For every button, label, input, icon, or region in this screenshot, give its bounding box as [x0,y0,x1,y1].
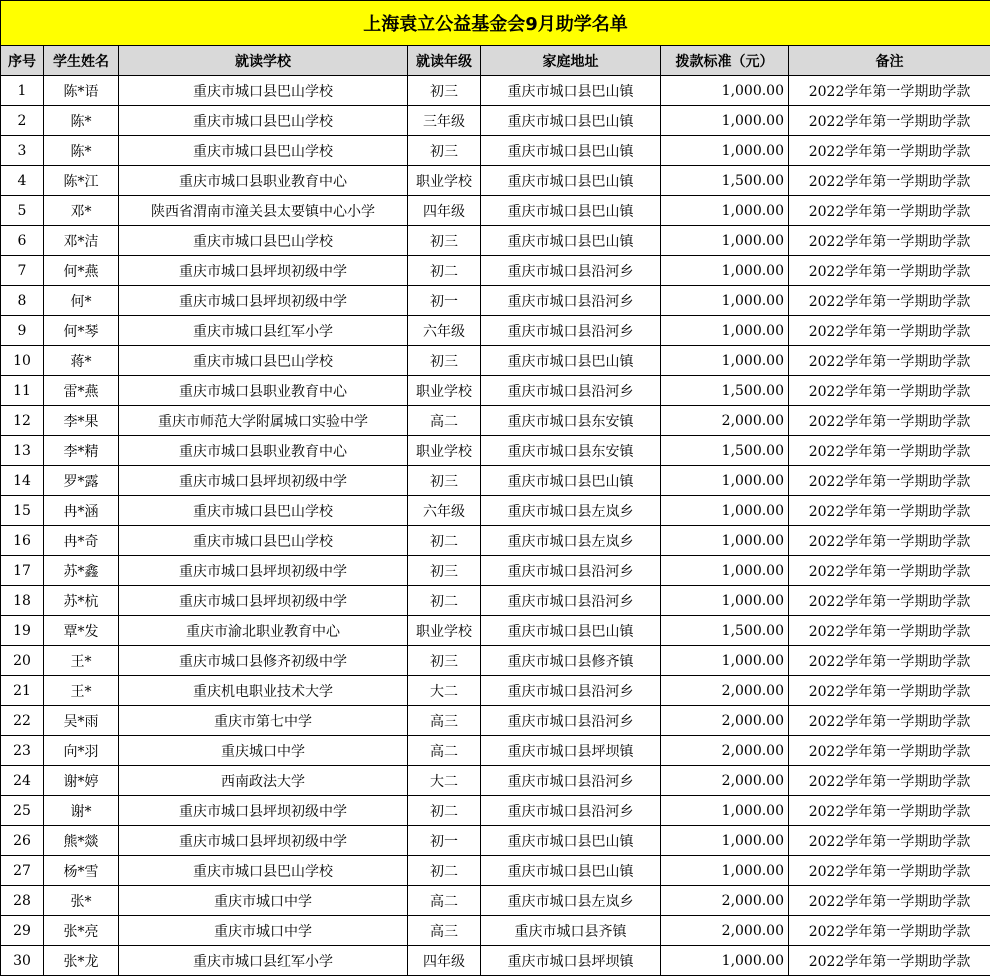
cell-grade: 高三 [408,706,481,736]
cell-remark: 2022学年第一学期助学款 [789,706,990,736]
cell-amount: 2,000.00 [661,736,789,766]
cell-remark: 2022学年第一学期助学款 [789,136,990,166]
cell-student-name: 谢*婷 [44,766,119,796]
cell-index: 2 [1,106,44,136]
cell-amount: 1,500.00 [661,166,789,196]
cell-grade: 初一 [408,286,481,316]
cell-grade: 六年级 [408,316,481,346]
cell-amount: 1,000.00 [661,106,789,136]
cell-amount: 1,000.00 [661,256,789,286]
cell-school: 重庆市城口县红军小学 [119,946,408,976]
cell-grade: 高二 [408,406,481,436]
cell-home-address: 重庆市城口县巴山镇 [481,196,661,226]
cell-amount: 1,000.00 [661,526,789,556]
table-row [1,136,990,166]
cell-index: 18 [1,586,44,616]
cell-school: 重庆市城口县坪坝初级中学 [119,256,408,286]
cell-home-address: 重庆市城口县巴山镇 [481,226,661,256]
cell-index: 14 [1,466,44,496]
cell-index: 8 [1,286,44,316]
cell-student-name: 吴*雨 [44,706,119,736]
cell-grade: 初三 [408,556,481,586]
cell-school: 重庆市城口县坪坝初级中学 [119,556,408,586]
cell-student-name: 张*亮 [44,916,119,946]
header-student-name: 学生姓名 [44,46,119,76]
cell-amount: 1,000.00 [661,556,789,586]
cell-home-address: 重庆市城口县沿河乡 [481,676,661,706]
cell-remark: 2022学年第一学期助学款 [789,586,990,616]
cell-amount: 1,000.00 [661,856,789,886]
cell-remark: 2022学年第一学期助学款 [789,766,990,796]
cell-home-address: 重庆市城口县左岚乡 [481,886,661,916]
cell-amount: 1,000.00 [661,496,789,526]
cell-home-address: 重庆市城口县坪坝镇 [481,736,661,766]
cell-remark: 2022学年第一学期助学款 [789,286,990,316]
cell-home-address: 重庆市城口县沿河乡 [481,286,661,316]
cell-home-address: 重庆市城口县修齐镇 [481,646,661,676]
header-home-address: 家庭地址 [481,46,661,76]
table-row [1,766,990,796]
cell-school: 重庆市渝北职业教育中心 [119,616,408,646]
cell-remark: 2022学年第一学期助学款 [789,736,990,766]
table-row [1,706,990,736]
cell-home-address: 重庆市城口县左岚乡 [481,496,661,526]
header-amount: 拨款标准（元） [661,46,789,76]
table-row [1,316,990,346]
cell-school: 重庆市城口县坪坝初级中学 [119,466,408,496]
cell-home-address: 重庆市城口县巴山镇 [481,106,661,136]
cell-student-name: 冉*奇 [44,526,119,556]
cell-index: 10 [1,346,44,376]
cell-school: 重庆市城口县巴山学校 [119,136,408,166]
cell-index: 24 [1,766,44,796]
cell-index: 3 [1,136,44,166]
cell-remark: 2022学年第一学期助学款 [789,646,990,676]
cell-amount: 2,000.00 [661,406,789,436]
cell-grade: 初二 [408,796,481,826]
table-row [1,256,990,286]
cell-school: 重庆市城口县坪坝初级中学 [119,286,408,316]
table-row [1,166,990,196]
cell-amount: 1,000.00 [661,646,789,676]
cell-home-address: 重庆市城口县沿河乡 [481,556,661,586]
table-row [1,436,990,466]
cell-index: 15 [1,496,44,526]
cell-school: 重庆市师范大学附属城口实验中学 [119,406,408,436]
cell-student-name: 陈*语 [44,76,119,106]
cell-index: 28 [1,886,44,916]
cell-amount: 1,000.00 [661,76,789,106]
table-row [1,346,990,376]
table-row [1,736,990,766]
cell-amount: 1,500.00 [661,376,789,406]
table-row [1,916,990,946]
cell-amount: 1,000.00 [661,136,789,166]
cell-school: 重庆市城口县职业教育中心 [119,436,408,466]
table-body [1,76,990,976]
cell-student-name: 何* [44,286,119,316]
table-row [1,376,990,406]
cell-student-name: 陈* [44,136,119,166]
cell-index: 5 [1,196,44,226]
sheet-title: 上海袁立公益基金会9月助学名单 [1,1,990,46]
cell-school: 重庆市城口县巴山学校 [119,496,408,526]
cell-grade: 高三 [408,916,481,946]
table-row [1,646,990,676]
cell-index: 1 [1,76,44,106]
cell-student-name: 罗*露 [44,466,119,496]
cell-remark: 2022学年第一学期助学款 [789,166,990,196]
cell-remark: 2022学年第一学期助学款 [789,106,990,136]
cell-home-address: 重庆市城口县沿河乡 [481,586,661,616]
cell-index: 16 [1,526,44,556]
cell-grade: 初三 [408,226,481,256]
table-row [1,106,990,136]
cell-amount: 1,000.00 [661,226,789,256]
cell-remark: 2022学年第一学期助学款 [789,856,990,886]
cell-remark: 2022学年第一学期助学款 [789,886,990,916]
cell-school: 重庆市城口县巴山学校 [119,226,408,256]
cell-student-name: 冉*涵 [44,496,119,526]
cell-school: 重庆机电职业技术大学 [119,676,408,706]
cell-grade: 初二 [408,526,481,556]
cell-amount: 1,000.00 [661,286,789,316]
header-index: 序号 [1,46,44,76]
table-row [1,496,990,526]
cell-grade: 初三 [408,136,481,166]
cell-grade: 初二 [408,586,481,616]
cell-remark: 2022学年第一学期助学款 [789,556,990,586]
cell-grade: 六年级 [408,496,481,526]
cell-school: 西南政法大学 [119,766,408,796]
cell-index: 21 [1,676,44,706]
cell-school: 重庆市城口县坪坝初级中学 [119,826,408,856]
cell-home-address: 重庆市城口县巴山镇 [481,76,661,106]
cell-school: 重庆市城口县坪坝初级中学 [119,586,408,616]
cell-remark: 2022学年第一学期助学款 [789,196,990,226]
cell-school: 陕西省渭南市潼关县太要镇中心小学 [119,196,408,226]
cell-amount: 1,000.00 [661,826,789,856]
cell-remark: 2022学年第一学期助学款 [789,406,990,436]
cell-school: 重庆市城口中学 [119,916,408,946]
cell-amount: 1,000.00 [661,316,789,346]
cell-index: 27 [1,856,44,886]
cell-remark: 2022学年第一学期助学款 [789,796,990,826]
cell-grade: 高二 [408,736,481,766]
table-row [1,796,990,826]
cell-amount: 1,000.00 [661,196,789,226]
cell-remark: 2022学年第一学期助学款 [789,76,990,106]
cell-home-address: 重庆市城口县沿河乡 [481,376,661,406]
cell-index: 26 [1,826,44,856]
cell-home-address: 重庆市城口县坪坝镇 [481,946,661,976]
cell-remark: 2022学年第一学期助学款 [789,916,990,946]
cell-grade: 高二 [408,886,481,916]
cell-grade: 初三 [408,646,481,676]
cell-index: 11 [1,376,44,406]
cell-student-name: 苏*杭 [44,586,119,616]
cell-index: 19 [1,616,44,646]
cell-home-address: 重庆市城口县巴山镇 [481,466,661,496]
cell-remark: 2022学年第一学期助学款 [789,346,990,376]
cell-home-address: 重庆市城口县沿河乡 [481,706,661,736]
cell-remark: 2022学年第一学期助学款 [789,226,990,256]
cell-home-address: 重庆市城口县巴山镇 [481,856,661,886]
cell-index: 13 [1,436,44,466]
cell-home-address: 重庆市城口县巴山镇 [481,826,661,856]
cell-amount: 2,000.00 [661,676,789,706]
cell-student-name: 李*果 [44,406,119,436]
cell-index: 20 [1,646,44,676]
table-row [1,676,990,706]
cell-home-address: 重庆市城口县沿河乡 [481,796,661,826]
cell-school: 重庆市城口县职业教育中心 [119,166,408,196]
cell-student-name: 张*龙 [44,946,119,976]
cell-amount: 1,000.00 [661,796,789,826]
cell-index: 17 [1,556,44,586]
cell-home-address: 重庆市城口县左岚乡 [481,526,661,556]
table-row [1,196,990,226]
cell-index: 7 [1,256,44,286]
cell-student-name: 李*精 [44,436,119,466]
cell-remark: 2022学年第一学期助学款 [789,376,990,406]
cell-student-name: 陈* [44,106,119,136]
cell-student-name: 苏*鑫 [44,556,119,586]
cell-home-address: 重庆市城口县东安镇 [481,436,661,466]
cell-index: 23 [1,736,44,766]
cell-home-address: 重庆市城口县沿河乡 [481,256,661,286]
header-grade: 就读年级 [408,46,481,76]
cell-home-address: 重庆市城口县齐镇 [481,916,661,946]
cell-student-name: 张* [44,886,119,916]
cell-student-name: 陈*江 [44,166,119,196]
cell-grade: 职业学校 [408,436,481,466]
cell-remark: 2022学年第一学期助学款 [789,316,990,346]
cell-grade: 初三 [408,76,481,106]
cell-remark: 2022学年第一学期助学款 [789,676,990,706]
header-row [1,46,990,76]
cell-grade: 职业学校 [408,166,481,196]
cell-index: 4 [1,166,44,196]
cell-amount: 1,500.00 [661,616,789,646]
table-row [1,616,990,646]
cell-student-name: 何*燕 [44,256,119,286]
cell-student-name: 王* [44,646,119,676]
cell-amount: 1,000.00 [661,466,789,496]
cell-grade: 三年级 [408,106,481,136]
cell-grade: 初二 [408,256,481,286]
table-row [1,406,990,436]
cell-index: 30 [1,946,44,976]
cell-amount: 1,000.00 [661,586,789,616]
cell-index: 29 [1,916,44,946]
cell-student-name: 向*羽 [44,736,119,766]
cell-school: 重庆市城口中学 [119,886,408,916]
cell-home-address: 重庆市城口县东安镇 [481,406,661,436]
cell-student-name: 覃*发 [44,616,119,646]
cell-home-address: 重庆市城口县巴山镇 [481,616,661,646]
cell-amount: 1,500.00 [661,436,789,466]
cell-school: 重庆市城口县坪坝初级中学 [119,796,408,826]
cell-grade: 大二 [408,766,481,796]
cell-amount: 1,000.00 [661,346,789,376]
cell-remark: 2022学年第一学期助学款 [789,826,990,856]
cell-student-name: 邓*洁 [44,226,119,256]
cell-index: 22 [1,706,44,736]
cell-amount: 1,000.00 [661,946,789,976]
cell-student-name: 王* [44,676,119,706]
cell-student-name: 杨*雪 [44,856,119,886]
cell-school: 重庆城口中学 [119,736,408,766]
table-row [1,526,990,556]
cell-grade: 四年级 [408,946,481,976]
header-school: 就读学校 [119,46,408,76]
cell-school: 重庆市城口县巴山学校 [119,106,408,136]
cell-amount: 2,000.00 [661,766,789,796]
cell-school: 重庆市城口县红军小学 [119,316,408,346]
cell-remark: 2022学年第一学期助学款 [789,526,990,556]
cell-remark: 2022学年第一学期助学款 [789,256,990,286]
cell-remark: 2022学年第一学期助学款 [789,496,990,526]
table-row [1,826,990,856]
cell-school: 重庆市城口县巴山学校 [119,76,408,106]
cell-grade: 初三 [408,346,481,376]
cell-remark: 2022学年第一学期助学款 [789,946,990,976]
table-row [1,586,990,616]
table-row [1,886,990,916]
cell-student-name: 邓* [44,196,119,226]
cell-amount: 2,000.00 [661,886,789,916]
cell-school: 重庆市城口县修齐初级中学 [119,646,408,676]
cell-index: 12 [1,406,44,436]
cell-remark: 2022学年第一学期助学款 [789,436,990,466]
cell-grade: 初二 [408,856,481,886]
cell-grade: 大二 [408,676,481,706]
cell-school: 重庆市城口县巴山学校 [119,346,408,376]
cell-home-address: 重庆市城口县沿河乡 [481,316,661,346]
header-remark: 备注 [789,46,990,76]
table-row [1,466,990,496]
cell-student-name: 谢* [44,796,119,826]
cell-school: 重庆市城口县巴山学校 [119,526,408,556]
cell-index: 25 [1,796,44,826]
cell-index: 9 [1,316,44,346]
cell-school: 重庆市第七中学 [119,706,408,736]
cell-home-address: 重庆市城口县巴山镇 [481,346,661,376]
cell-student-name: 何*琴 [44,316,119,346]
cell-remark: 2022学年第一学期助学款 [789,466,990,496]
table-row [1,226,990,256]
table-row [1,556,990,586]
cell-home-address: 重庆市城口县巴山镇 [481,136,661,166]
cell-school: 重庆市城口县职业教育中心 [119,376,408,406]
cell-grade: 初一 [408,826,481,856]
cell-amount: 2,000.00 [661,706,789,736]
cell-index: 6 [1,226,44,256]
cell-grade: 职业学校 [408,616,481,646]
cell-student-name: 蒋* [44,346,119,376]
table-row [1,286,990,316]
cell-school: 重庆市城口县巴山学校 [119,856,408,886]
cell-grade: 职业学校 [408,376,481,406]
table-row [1,76,990,106]
cell-student-name: 熊*燚 [44,826,119,856]
cell-amount: 2,000.00 [661,916,789,946]
cell-home-address: 重庆市城口县巴山镇 [481,166,661,196]
table-row [1,856,990,886]
cell-grade: 初三 [408,466,481,496]
cell-student-name: 雷*燕 [44,376,119,406]
table-row [1,946,990,976]
cell-home-address: 重庆市城口县沿河乡 [481,766,661,796]
cell-grade: 四年级 [408,196,481,226]
cell-remark: 2022学年第一学期助学款 [789,616,990,646]
